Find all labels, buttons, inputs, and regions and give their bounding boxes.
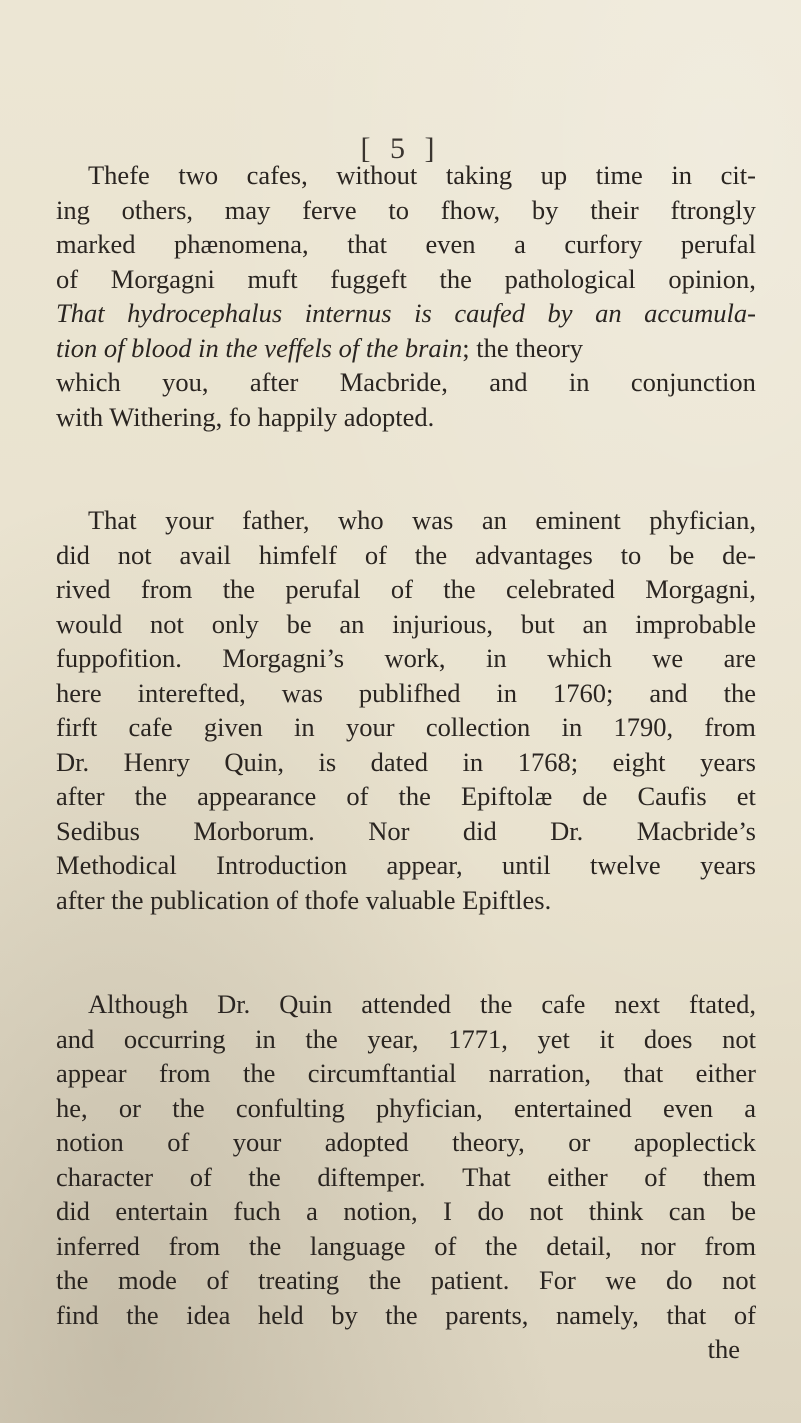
text-segment — [56, 1229, 756, 1264]
word: entertain — [115, 1196, 209, 1226]
word: the — [134, 781, 168, 811]
word: can — [668, 1196, 706, 1226]
word: did — [56, 539, 90, 570]
word: 1790, — [613, 712, 674, 742]
word: and — [56, 1023, 95, 1054]
text-segment: with Withering, fo happily adopted. — [56, 401, 435, 432]
text-segment — [56, 1056, 756, 1091]
word: that — [623, 1058, 664, 1088]
word: of — [56, 263, 79, 294]
text-line — [56, 710, 756, 745]
word: cit- — [720, 160, 756, 190]
word: injurious, — [392, 608, 494, 639]
word: Morborum. — [193, 815, 315, 846]
word: Macbride, — [339, 367, 448, 397]
word: appearance — [197, 781, 317, 811]
word: do — [477, 1196, 504, 1226]
word: et — [736, 781, 756, 811]
word: attended — [361, 989, 451, 1019]
text-line — [56, 1056, 756, 1091]
text-segment — [56, 1263, 756, 1298]
word: muft — [247, 263, 298, 294]
word: That — [88, 505, 137, 535]
word: not — [529, 1196, 564, 1226]
word: in — [486, 643, 507, 673]
word: Morgagni, — [645, 574, 756, 604]
text-line — [56, 538, 756, 573]
word: be — [286, 608, 312, 639]
word: in — [671, 160, 693, 190]
word: after — [56, 781, 105, 811]
word: fhow, — [440, 194, 501, 225]
text-segment — [56, 676, 756, 711]
word: an — [481, 505, 507, 535]
word: parents, — [445, 1299, 529, 1330]
word: is — [318, 746, 337, 777]
word: namely, — [556, 1299, 639, 1330]
word: which — [547, 643, 612, 673]
word: perufal — [680, 229, 756, 259]
text-segment — [56, 262, 756, 297]
word: Introduction — [216, 850, 348, 880]
word: Dr. — [56, 746, 90, 777]
word: publifhed — [358, 677, 461, 708]
word: dated — [370, 746, 429, 777]
text-line — [56, 883, 756, 918]
text-segment: ; the theory — [462, 332, 583, 363]
word: 1760; — [553, 677, 614, 708]
word: fuppofition. — [56, 643, 182, 673]
word: taking — [445, 160, 513, 190]
word: your — [232, 1127, 282, 1157]
text-line — [56, 1022, 756, 1057]
word: of — [364, 539, 387, 570]
word: in — [561, 712, 583, 742]
text-line — [56, 572, 756, 607]
text-line — [56, 641, 756, 676]
word: two — [178, 160, 219, 190]
text-segment — [56, 814, 756, 849]
word: from — [704, 1230, 756, 1261]
word: here — [56, 677, 102, 708]
word: ftated, — [689, 989, 756, 1019]
word: years — [700, 746, 756, 777]
word: accumula- — [644, 298, 756, 328]
word: from — [159, 1058, 211, 1088]
word: phænomena, — [174, 229, 309, 259]
word: the — [126, 1299, 159, 1330]
word: may — [224, 194, 271, 225]
word: marked — [56, 229, 136, 259]
word: diftemper. — [317, 1161, 426, 1192]
word: that — [347, 229, 387, 259]
word: Thefe — [88, 160, 150, 190]
word: confulting — [235, 1092, 345, 1123]
word: find — [56, 1299, 99, 1330]
word: until — [502, 850, 551, 880]
word: Nor — [368, 815, 410, 846]
text-segment — [88, 503, 756, 538]
text-line — [56, 227, 756, 262]
word: that — [666, 1299, 707, 1330]
text-segment — [88, 158, 756, 193]
word: Henry — [123, 746, 190, 777]
word: Morgagni’s — [222, 643, 345, 673]
word: others, — [121, 194, 194, 225]
word: advantages — [475, 539, 593, 570]
text-line — [56, 193, 756, 228]
word: appear, — [386, 850, 463, 880]
word: a — [744, 1092, 756, 1123]
word: curfory — [564, 229, 643, 259]
word: notion, — [343, 1196, 418, 1226]
word: ferve — [302, 194, 357, 225]
word: by — [547, 298, 573, 328]
word: conjunction — [630, 367, 756, 397]
text-segment — [56, 710, 756, 745]
word: phyfician, — [649, 505, 756, 535]
word: of — [346, 781, 369, 811]
word: For — [539, 1265, 576, 1295]
word: Although — [88, 989, 189, 1019]
text-segment — [56, 227, 756, 262]
word: the — [723, 677, 756, 708]
text-line — [56, 607, 756, 642]
word: only — [211, 608, 259, 639]
word: theory, — [452, 1127, 525, 1157]
word: did — [462, 815, 497, 846]
word: of — [206, 1265, 229, 1295]
word: or — [568, 1127, 591, 1157]
word: does — [643, 1023, 693, 1054]
page-number: [ 5 ] — [360, 132, 441, 165]
word: not — [150, 608, 184, 639]
word: ftrongly — [670, 194, 756, 225]
word: yet — [537, 1023, 570, 1054]
word: do — [666, 1265, 693, 1295]
text-segment — [56, 538, 756, 573]
word: held — [257, 1299, 304, 1330]
word: the — [385, 1299, 418, 1330]
word: of — [644, 1161, 667, 1192]
word: cafes, — [246, 160, 308, 190]
word: you, — [162, 367, 209, 397]
word: treating — [258, 1265, 340, 1295]
word: Dr. — [217, 989, 251, 1019]
word: an — [582, 608, 608, 639]
word: even — [662, 1092, 713, 1123]
word: which — [56, 367, 121, 397]
word: fuch — [233, 1196, 281, 1226]
text-line — [56, 1263, 756, 1298]
word: patient. — [430, 1265, 510, 1295]
word: without — [336, 160, 418, 190]
word: language — [309, 1230, 406, 1261]
word: was — [412, 505, 454, 535]
catchword: the — [707, 1334, 740, 1364]
word: or — [118, 1092, 141, 1123]
word: celebrated — [506, 574, 615, 604]
word: not — [722, 1265, 756, 1295]
word: the — [439, 263, 472, 294]
word: an — [339, 608, 365, 639]
word: be — [669, 539, 695, 570]
word: appear — [56, 1058, 127, 1088]
word: himfelf — [258, 539, 337, 570]
word: cafe — [128, 712, 173, 742]
text-segment — [56, 1091, 756, 1126]
word: caufed — [454, 298, 525, 328]
word: next — [614, 989, 661, 1019]
word: That — [462, 1161, 511, 1192]
word: Dr. — [550, 815, 584, 846]
word: in — [568, 367, 590, 397]
text-line — [56, 814, 756, 849]
word: not — [722, 1023, 756, 1054]
word: Epiftolæ — [461, 781, 553, 811]
text-line — [56, 848, 756, 883]
word: inferred — [56, 1230, 140, 1261]
word: and — [489, 367, 528, 397]
word: circumftantial — [307, 1058, 457, 1088]
word: the — [414, 539, 448, 570]
word: opinion, — [668, 263, 756, 294]
word: pathological — [504, 263, 636, 294]
text-line — [56, 503, 756, 538]
text-segment — [56, 365, 756, 400]
word: 1768; — [517, 746, 579, 777]
word: a — [514, 229, 526, 259]
word: the — [222, 574, 256, 604]
word: interefted, — [137, 677, 246, 708]
text-segment — [56, 1298, 756, 1333]
word: entertained — [513, 1092, 632, 1123]
word: the — [443, 574, 476, 604]
text-segment — [56, 607, 756, 642]
text-segment — [56, 193, 756, 228]
word: nor — [640, 1230, 676, 1261]
word: I — [443, 1196, 452, 1226]
text-line — [56, 1091, 756, 1126]
word: even — [425, 229, 476, 259]
word: Morgagni — [110, 263, 215, 294]
word: detail, — [546, 1230, 612, 1261]
word: ing — [56, 194, 90, 225]
word: think — [588, 1196, 644, 1226]
text-line — [56, 331, 756, 366]
word: apoplectick — [633, 1127, 756, 1157]
text-segment — [56, 745, 756, 780]
text-segment — [56, 1125, 756, 1160]
text-line — [56, 262, 756, 297]
word: 1771, — [448, 1023, 508, 1054]
word: of — [434, 1230, 457, 1261]
word: phyfician, — [376, 1092, 483, 1123]
text-line — [56, 365, 756, 400]
word: occurring — [123, 1023, 226, 1054]
word: Methodical — [56, 850, 177, 880]
word: did — [56, 1196, 90, 1226]
text-line — [56, 1194, 756, 1229]
word: given — [203, 712, 263, 742]
word: either — [547, 1161, 608, 1192]
word: cafe — [541, 989, 586, 1019]
word: by — [331, 1299, 358, 1330]
word: would — [56, 608, 123, 639]
word: in — [294, 712, 315, 742]
word: improbable — [635, 608, 756, 639]
word: of — [189, 1161, 212, 1192]
paragraph-3 — [56, 987, 756, 1367]
text-segment — [56, 641, 756, 676]
word: to — [620, 539, 642, 570]
word: Macbride’s — [636, 815, 756, 846]
word: father, — [242, 505, 310, 535]
word: of — [390, 574, 413, 604]
word: time — [595, 160, 643, 190]
word: the — [305, 1023, 338, 1054]
word: in — [255, 1023, 276, 1054]
word: your — [165, 505, 214, 535]
word: your — [345, 712, 395, 742]
word: but — [520, 608, 555, 639]
text-line — [56, 158, 756, 193]
text-segment — [88, 987, 756, 1022]
word: character — [56, 1161, 154, 1192]
word: not — [117, 539, 152, 570]
text-segment — [56, 1022, 756, 1057]
word: and — [649, 677, 688, 708]
word: be — [730, 1196, 756, 1226]
word: the — [398, 781, 431, 811]
word: from — [168, 1230, 221, 1261]
text-line — [56, 779, 756, 814]
word: are — [723, 643, 756, 673]
word: the — [248, 1161, 281, 1192]
text-line — [56, 1229, 756, 1264]
word: the — [248, 1230, 282, 1261]
text-line — [56, 745, 756, 780]
text-line — [56, 296, 756, 331]
word: a — [306, 1196, 318, 1226]
paragraph-2 — [56, 503, 756, 917]
word: from — [140, 574, 193, 604]
word: Quin, — [224, 746, 284, 777]
word: the — [485, 1230, 518, 1261]
text-line — [56, 400, 756, 435]
word: the — [56, 1265, 89, 1295]
word: them — [702, 1161, 756, 1192]
text-line — [56, 1298, 756, 1333]
word: firft — [56, 712, 98, 742]
word: twelve — [590, 850, 661, 880]
word: Sedibus — [56, 815, 140, 846]
italic-text-segment: tion of blood in the veffels of the brain — [56, 332, 463, 363]
word: in — [462, 746, 484, 777]
text-line — [56, 987, 756, 1022]
word: is — [414, 298, 432, 328]
word: we — [652, 643, 684, 673]
word: either — [695, 1058, 756, 1088]
word: in — [496, 677, 518, 708]
word: was — [281, 677, 323, 708]
word: year, — [367, 1023, 419, 1054]
word: the — [242, 1058, 276, 1088]
word: eight — [612, 746, 666, 777]
word: an — [595, 298, 622, 328]
word: notion — [56, 1127, 124, 1157]
text-segment — [56, 779, 756, 814]
text-segment — [56, 572, 756, 607]
text-segment — [56, 1160, 756, 1195]
word: the — [368, 1265, 402, 1295]
word: the — [479, 989, 513, 1019]
italic-text-segment — [56, 296, 756, 331]
word: who — [338, 505, 384, 535]
text-segment: after the publication of thofe valuable Epiftles. — [56, 884, 552, 915]
text-segment — [56, 1194, 756, 1229]
word: years — [700, 850, 756, 880]
text-line — [56, 676, 756, 711]
word: Caufis — [637, 781, 707, 811]
word: hydrocephalus — [127, 298, 283, 328]
word: rived — [56, 574, 111, 604]
word: idea — [186, 1299, 231, 1330]
catchword-line — [56, 1332, 756, 1367]
word: of — [167, 1127, 190, 1157]
word: we — [605, 1265, 637, 1295]
word: internus — [304, 298, 392, 328]
word: of — [733, 1299, 756, 1330]
word: narration, — [488, 1058, 592, 1088]
word: Quin — [279, 989, 333, 1019]
word: perufal — [285, 574, 361, 604]
text-line — [56, 1160, 756, 1195]
word: de — [582, 781, 608, 811]
word: work, — [384, 643, 446, 673]
paragraph-1 — [56, 158, 756, 434]
word: the — [172, 1092, 205, 1123]
word: adopted — [324, 1127, 409, 1157]
word: fuggeft — [330, 263, 407, 294]
word: de- — [722, 539, 756, 570]
word: collection — [425, 712, 531, 742]
word: eminent — [535, 505, 621, 535]
word: to — [388, 194, 410, 225]
word: That — [56, 298, 105, 328]
word: mode — [117, 1265, 177, 1295]
text-segment — [56, 848, 756, 883]
word: after — [249, 367, 299, 397]
word: he, — [56, 1092, 88, 1123]
text-line — [56, 1125, 756, 1160]
word: their — [590, 194, 639, 225]
word: by — [531, 194, 559, 225]
word: from — [704, 712, 756, 742]
word: avail — [179, 539, 232, 570]
word: it — [599, 1023, 615, 1054]
word: up — [540, 160, 568, 190]
